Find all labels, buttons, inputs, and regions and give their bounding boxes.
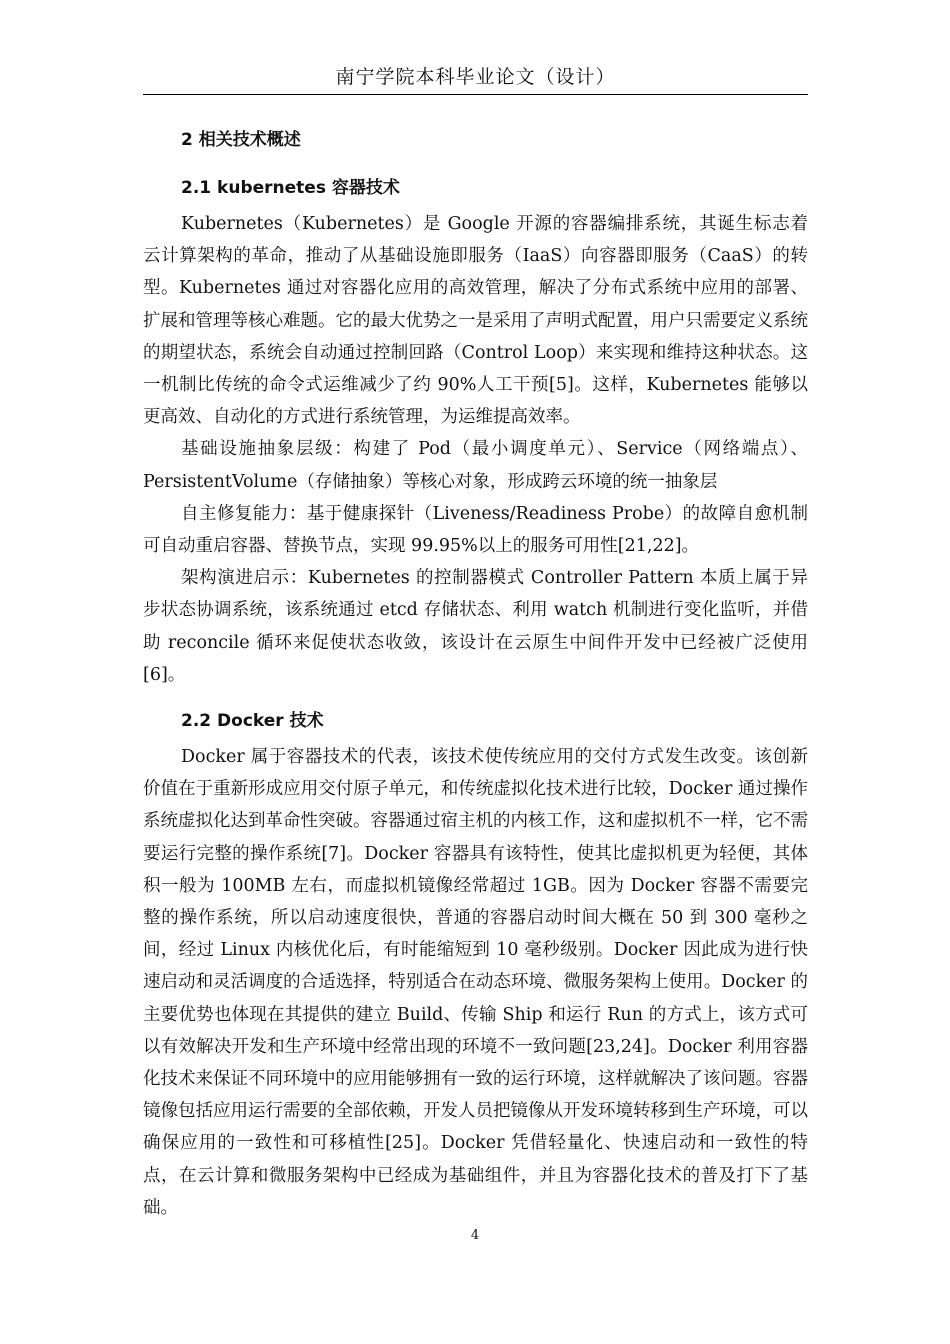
page-content bbox=[143, 120, 808, 1224]
paragraph: Docker 属于容器技术的代表，该技术使传统应用的交付方式发生改变。该创新价值在于重新形成应用交付原子单元，和传统虚拟化技术进行比较，Docker 通过操作系统虚拟化达到革命性突破。容器通过宿主机的内核工作，这和虚拟机不一样，它不需要运行完整的操作系统[7]。Docker 容器具有该特性，使其比虚拟机更为轻便，其体积一般为 100MB 左右，而虚拟机镜像经常超过 1GB。因为 Docker 容器不需要完整的操作系统，所以启动速度很快，普通的容器启动时间大概在 50 到 300 毫秒之间，经过 Linux 内核优化后，有时能缩短到 10 毫秒级别。Docker 因此成为进行快速启动和灵活调度的合适选择，特别适合在动态环境、微服务架构上使用。Docker 的主要优势也体现在其提供的建立 Build、传输 Ship 和运行 Run 的方式上，该方式可以有效解决开发和生产环境中经常出现的环境不一致问题[23,24]。Docker 利用容器化技术来保证不同环境中的应用能够拥有一致的运行环境，这样就解决了该问题。容器镜像包括应用运行需要的全部依赖，开发人员把镜像从开发环境转移到生产环境，可以确保应用的一致性和可移植性[25]。Docker 凭借轻量化、快速启动和一致性的特点，在云计算和微服务架构中已经成为基础组件，并且为容器化技术的普及打下了基础。 bbox=[143, 747, 808, 1218]
paragraph: 架构演进启示：Kubernetes 的控制器模式 Controller Pattern 本质上属于异步状态协调系统，该系统通过 etcd 存储状态、利用 watch 机制进行变化监听，并借助 reconcile 循环来促使状态收敛，该设计在云原生中间件开发中已经被广泛使用[6]。 bbox=[143, 568, 808, 685]
header-rule bbox=[143, 94, 808, 95]
chapter-heading: 2 相关技术概述 bbox=[181, 130, 301, 150]
running-header: 南宁学院本科毕业论文（设计） bbox=[335, 66, 616, 88]
paragraph: 基础设施抽象层级：构建了 Pod（最小调度单元）、Service（网络端点）、PersistentVolume（存储抽象）等核心对象，形成跨云环境的统一抽象层 bbox=[143, 439, 808, 492]
section-heading-kubernetes: 2.1 kubernetes 容器技术 bbox=[181, 178, 400, 198]
page-number: 4 bbox=[470, 1228, 480, 1243]
paragraph: Kubernetes（Kubernetes）是 Google 开源的容器编排系统，其诞生标志着云计算架构的革命，推动了从基础设施即服务（IaaS）向容器即服务（CaaS）的转型。Kubernetes 通过对容器化应用的高效管理，解决了分布式系统中应用的部署、扩展和管理等核心难题。它的最大优势之一是采用了声明式配置，用户只需要定义系统的期望状态，系统会自动通过控制回路（Control Loop）来实现和维持这种状态。这一机制比传统的命令式运维减少了约 90%人工干预[5]。这样，Kubernetes 能够以更高效、自动化的方式进行系统管理，为运维提高效率。 bbox=[143, 214, 808, 428]
paragraph: 自主修复能力：基于健康探针（Liveness/Readiness Probe）的故障自愈机制可自动重启容器、替换节点，实现 99.95%以上的服务可用性[21,22]。 bbox=[143, 503, 808, 557]
section-heading-docker: 2.2 Docker 技术 bbox=[181, 711, 324, 732]
